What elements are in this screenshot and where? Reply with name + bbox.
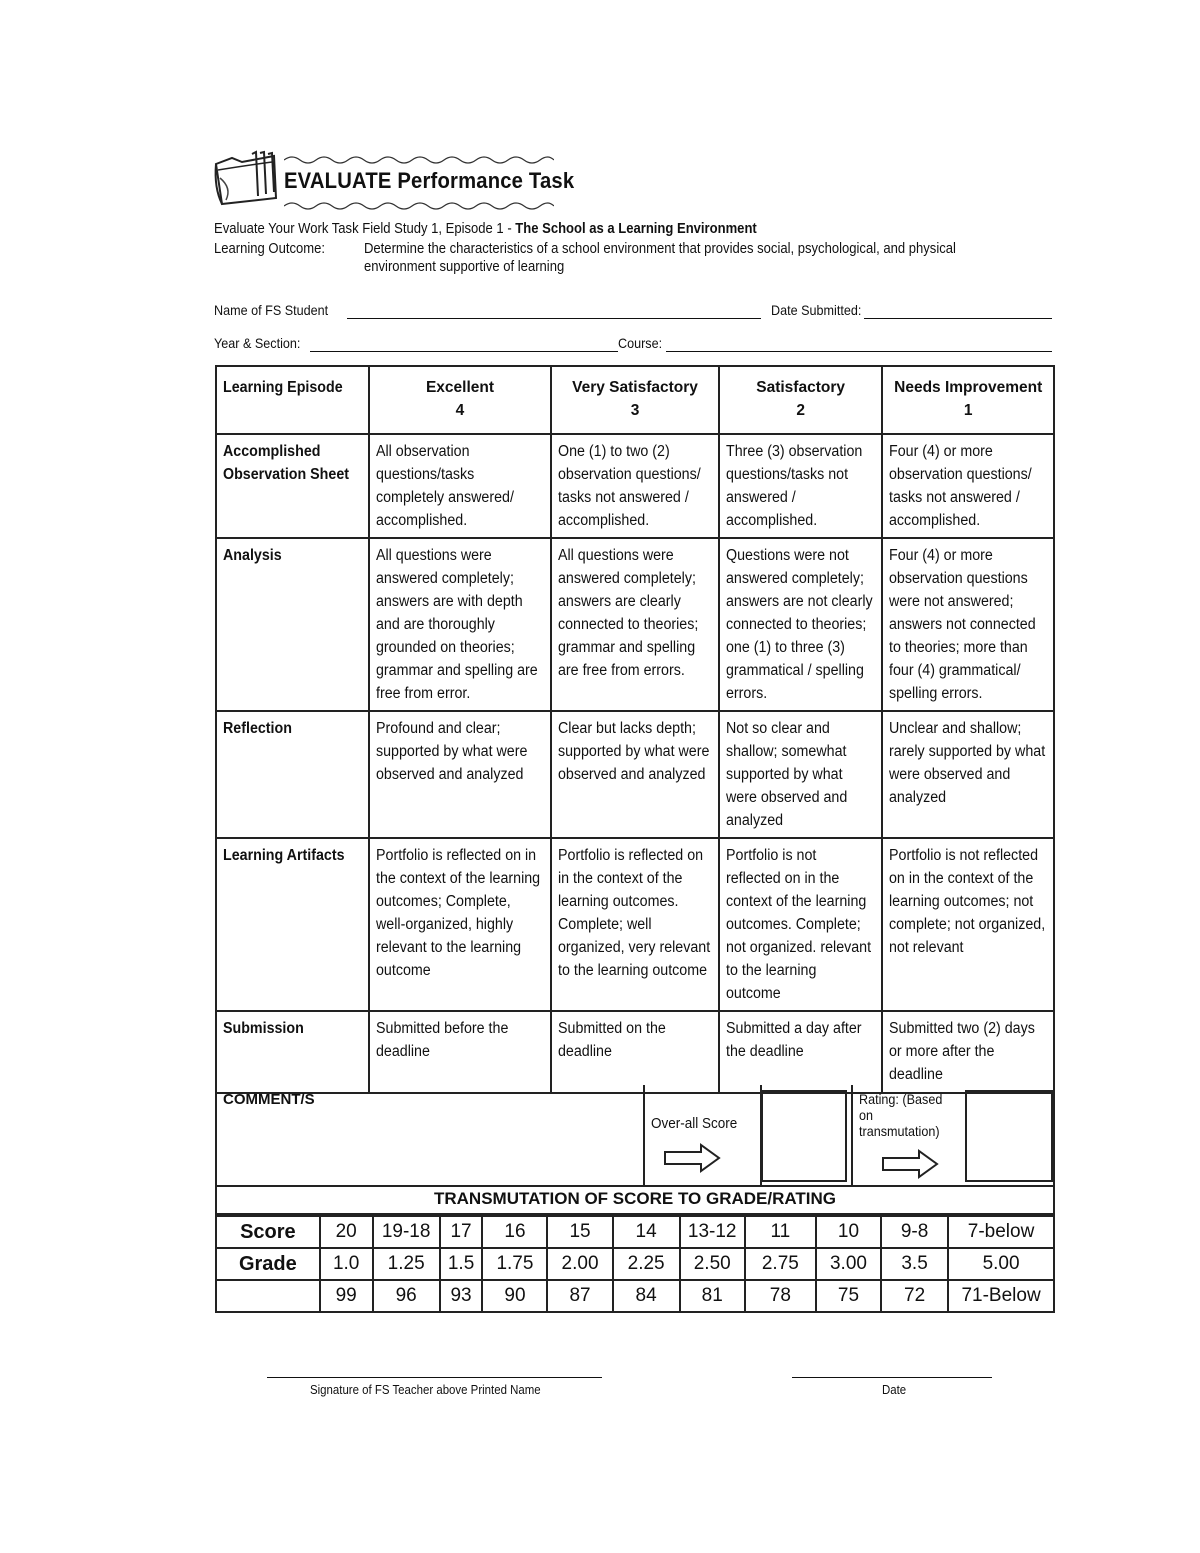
rubric-cell: Four (4) or more observation questions were not answered; answers not connected to theories; more than four (4) grammatical/ spelling errors. bbox=[882, 538, 1054, 711]
rating-box[interactable] bbox=[965, 1090, 1053, 1182]
rubric-cell: Portfolio is reflected on in the context of the learning outcomes; Complete, well-organized, highly relevant to the learning outcome bbox=[369, 838, 552, 1011]
rubric-cell: Questions were not answered completely; answers are not clearly connected to theories; one (1) to three (3) grammatical / spelling errors. bbox=[719, 538, 883, 711]
score-cell: 10 bbox=[816, 1216, 881, 1248]
percent-cell: 96 bbox=[373, 1280, 440, 1312]
date-submitted-label: Date Submitted: bbox=[771, 302, 862, 318]
criterion: Analysis bbox=[216, 538, 369, 711]
rubric-header-row bbox=[216, 366, 1054, 434]
percent-row bbox=[216, 1280, 1054, 1312]
criterion: Accomplished Observation Sheet bbox=[216, 434, 369, 538]
score-cell: 15 bbox=[547, 1216, 612, 1248]
signature-date-label: Date bbox=[882, 1382, 907, 1397]
overall-score-label: Over-all Score bbox=[651, 1115, 738, 1132]
rubric-row-observation bbox=[216, 434, 1054, 538]
percent-cell: 99 bbox=[320, 1280, 373, 1312]
percent-cell: 90 bbox=[482, 1280, 547, 1312]
rubric-cell: Portfolio is not reflected on in the context of the learning outcomes; not complete; not organized, not relevant bbox=[882, 838, 1054, 1011]
course-label: Course: bbox=[618, 335, 663, 351]
date-line[interactable] bbox=[792, 1377, 992, 1378]
score-cell: 16 bbox=[482, 1216, 547, 1248]
grade-cell: 2.00 bbox=[547, 1248, 612, 1280]
rubric-row-artifacts bbox=[216, 838, 1054, 1011]
rubric-cell: One (1) to two (2) observation questions/ tasks not answered / accomplished. bbox=[551, 434, 719, 538]
score-cell: 11 bbox=[745, 1216, 816, 1248]
evaluation-form bbox=[212, 140, 1060, 1410]
criterion: Learning Artifacts bbox=[216, 838, 369, 1011]
score-row bbox=[216, 1216, 1054, 1248]
task-prefix: Evaluate Your Work Task Field Study 1, Episode 1 - bbox=[214, 221, 516, 237]
header-needs-improvement: Needs Improvement 1 bbox=[882, 366, 1054, 434]
rubric-table bbox=[215, 365, 1055, 1094]
arrow-right-icon bbox=[881, 1149, 939, 1179]
grade-row bbox=[216, 1248, 1054, 1280]
header-very-satisfactory: Very Satisfactory 3 bbox=[551, 366, 719, 434]
rubric-cell: All observation questions/tasks completely answered/ accomplished. bbox=[369, 434, 552, 538]
transmutation-title: TRANSMUTATION OF SCORE TO GRADE/RATING bbox=[215, 1185, 1055, 1215]
signature-line[interactable] bbox=[267, 1377, 602, 1378]
teacher-signature-label: Signature of FS Teacher above Printed Name bbox=[310, 1382, 541, 1397]
score-cell: 13-12 bbox=[680, 1216, 745, 1248]
page-title: EVALUATE Performance Task bbox=[284, 168, 575, 193]
rubric-cell: Portfolio is reflected on in the context of the learning outcomes. Complete; well organized, very relevant to the learning outcome bbox=[551, 838, 719, 1011]
percent-cell: 87 bbox=[547, 1280, 612, 1312]
header-satisfactory: Satisfactory 2 bbox=[719, 366, 883, 434]
rubric-cell: Not so clear and shallow; somewhat supported by what were observed and analyzed bbox=[719, 711, 883, 838]
score-cell: 7-below bbox=[948, 1216, 1054, 1248]
score-cell: 19-18 bbox=[373, 1216, 440, 1248]
grade-cell: 1.75 bbox=[482, 1248, 547, 1280]
score-cell: 17 bbox=[440, 1216, 483, 1248]
year-section-label: Year & Section: bbox=[214, 335, 301, 351]
grade-cell: 2.75 bbox=[745, 1248, 816, 1280]
rubric-cell: All questions were answered completely; answers are clearly connected to theories; grammar and spelling are free from errors. bbox=[551, 538, 719, 711]
percent-cell: 81 bbox=[680, 1280, 745, 1312]
grade-cell: 2.25 bbox=[613, 1248, 680, 1280]
task-line bbox=[214, 220, 757, 238]
header-learning-episode: Learning Episode bbox=[216, 366, 369, 434]
score-cell: 20 bbox=[320, 1216, 373, 1248]
rubric-cell: Portfolio is not reflected on in the context of the learning outcomes. Complete; not organized. relevant to the learning outcome bbox=[719, 838, 883, 1011]
name-label: Name of FS Student bbox=[214, 302, 329, 318]
percent-row-label bbox=[216, 1280, 320, 1312]
grade-cell: 1.5 bbox=[440, 1248, 483, 1280]
rubric-row-analysis bbox=[216, 538, 1054, 711]
rubric-cell: Submitted two (2) days or more after the deadline bbox=[882, 1011, 1054, 1093]
overall-score-cell bbox=[643, 1085, 762, 1185]
comments-section bbox=[215, 1085, 1055, 1187]
learning-outcome-text: Determine the characteristics of a school environment that provides social, psychological, and physical environment supportive of learning bbox=[364, 241, 956, 275]
percent-cell: 84 bbox=[613, 1280, 680, 1312]
grade-row-label: Grade bbox=[216, 1248, 320, 1280]
name-field[interactable] bbox=[347, 318, 761, 319]
rubric-cell: Submitted a day after the deadline bbox=[719, 1011, 883, 1093]
percent-cell: 71-Below bbox=[948, 1280, 1054, 1312]
score-cell: 14 bbox=[613, 1216, 680, 1248]
grade-cell: 1.0 bbox=[320, 1248, 373, 1280]
rubric-cell: Three (3) observation questions/tasks not answered / accomplished. bbox=[719, 434, 883, 538]
rubric-cell: Profound and clear; supported by what were observed and analyzed bbox=[369, 711, 552, 838]
rubric-cell: Clear but lacks depth; supported by what were observed and analyzed bbox=[551, 711, 719, 838]
grade-cell: 1.25 bbox=[373, 1248, 440, 1280]
criterion: Reflection bbox=[216, 711, 369, 838]
rubric-cell: Four (4) or more observation questions/ tasks not answered / accomplished. bbox=[882, 434, 1054, 538]
percent-cell: 93 bbox=[440, 1280, 483, 1312]
criterion: Submission bbox=[216, 1011, 369, 1093]
learning-outcome-label: Learning Outcome: bbox=[214, 241, 325, 257]
percent-cell: 75 bbox=[816, 1280, 881, 1312]
rubric-cell: All questions were answered completely; answers are with depth and are thoroughly grounded on theories; grammar and spelling are free from error. bbox=[369, 538, 552, 711]
rubric-cell: Submitted on the deadline bbox=[551, 1011, 719, 1093]
overall-score-box[interactable] bbox=[761, 1090, 847, 1182]
grade-cell: 5.00 bbox=[948, 1248, 1054, 1280]
transmutation-table bbox=[215, 1215, 1055, 1313]
rating-label: Rating: (Based on transmutation) bbox=[859, 1091, 943, 1139]
folder-icon bbox=[212, 148, 282, 206]
percent-cell: 78 bbox=[745, 1280, 816, 1312]
grade-cell: 3.5 bbox=[881, 1248, 948, 1280]
course-field[interactable] bbox=[666, 351, 1052, 352]
rubric-row-submission bbox=[216, 1011, 1054, 1093]
rubric-cell: Unclear and shallow; rarely supported by what were observed and analyzed bbox=[882, 711, 1054, 838]
year-section-field[interactable] bbox=[310, 351, 618, 352]
rubric-cell: Submitted before the deadline bbox=[369, 1011, 552, 1093]
comments-label: COMMENT/S bbox=[223, 1091, 315, 1108]
date-submitted-field[interactable] bbox=[864, 318, 1052, 319]
arrow-right-icon bbox=[663, 1143, 721, 1173]
header-excellent: Excellent 4 bbox=[369, 366, 552, 434]
rubric-row-reflection bbox=[216, 711, 1054, 838]
percent-cell: 72 bbox=[881, 1280, 948, 1312]
score-row-label: Score bbox=[216, 1216, 320, 1248]
score-cell: 9-8 bbox=[881, 1216, 948, 1248]
rating-cell bbox=[851, 1085, 1053, 1185]
header bbox=[212, 140, 812, 220]
grade-cell: 3.00 bbox=[816, 1248, 881, 1280]
task-title: The School as a Learning Environment bbox=[515, 221, 757, 237]
grade-cell: 2.50 bbox=[680, 1248, 745, 1280]
